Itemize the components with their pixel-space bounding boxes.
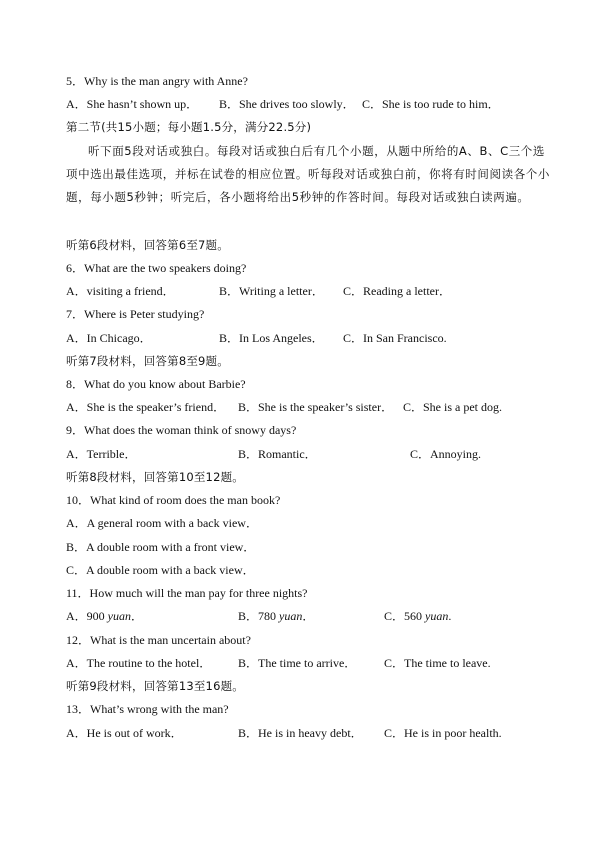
question-13-option-c: C．He is in poor health. (384, 726, 502, 740)
question-8-option-a: A．She is the speaker’s friend． (66, 400, 226, 414)
question-7-option-a: A．In Chicago． (66, 331, 152, 345)
question-13-option-a: A．He is out of work． (66, 726, 183, 740)
question-11-option-a: A．900 yuan． (66, 609, 144, 623)
question-5-option-a: A．She hasn’t shown up． (66, 97, 199, 111)
question-7-option-b: B．In Los Angeles． (219, 331, 324, 345)
question-6-option-b: B．Writing a letter． (219, 284, 324, 298)
question-8-option-c: C．She is a pet dog. (403, 400, 502, 414)
material-6-note: 听第6段材料，回答第6至7题。 (66, 238, 229, 252)
question-10-option-c: C．A double room with a back view． (66, 563, 255, 577)
question-12-option-b: B．The time to arrive． (238, 656, 357, 670)
material-8-note: 听第8段材料，回答第10至12题。 (66, 470, 244, 484)
question-6-option-a: A．visiting a friend． (66, 284, 175, 298)
question-12-stem: 12．What is the man uncertain about? (66, 633, 251, 647)
question-10-option-b: B．A double room with a front view． (66, 540, 256, 554)
question-9-option-c: C．Annoying. (410, 447, 482, 461)
question-8-stem: 8．What do you know about Barbie? (66, 377, 246, 391)
question-8-option-b: B．She is the speaker’s sister． (238, 400, 394, 414)
section-heading: 第二节(共15小题；每小题1.5分，满分22.5分) (66, 120, 312, 134)
question-12-option-a: A．The routine to the hotel． (66, 656, 212, 670)
question-6-option-c: C．Reading a letter． (343, 284, 451, 298)
material-9-note: 听第9段材料，回答第13至16题。 (66, 679, 244, 693)
section-instructions: 听下面5段对话或独白。每段对话或独白后有几个小题，从题中所给的A、B、C三个选项中选出最佳选项，并标在试卷的相应位置。听每段对话或独白前，你将有时间阅读各个小题，每小题5秒钟；听完后，各小题将给出5秒钟的作答时间。每段对话或独白读两遍。 (66, 144, 550, 204)
material-7-note: 听第7段材料，回答第8至9题。 (66, 354, 229, 368)
question-11-option-c: C．560 yuan. (384, 609, 452, 623)
question-5-option-c: C．She is too rude to him． (362, 97, 500, 111)
question-13-option-b: B．He is in heavy debt． (238, 726, 363, 740)
question-5-stem: 5．Why is the man angry with Anne? (66, 74, 248, 88)
question-9-option-b: B．Romantic． (238, 447, 317, 461)
question-13-stem: 13．What’s wrong with the man? (66, 702, 229, 716)
question-5-option-b: B．She drives too slowly． (219, 97, 355, 111)
question-9-stem: 9．What does the woman think of snowy days? (66, 423, 297, 437)
question-12-option-c: C．The time to leave. (384, 656, 491, 670)
question-6-stem: 6．What are the two speakers doing? (66, 261, 247, 275)
question-11-stem: 11．How much will the man pay for three nights? (66, 586, 308, 600)
question-7-stem: 7．Where is Peter studying? (66, 307, 205, 321)
question-7-option-c: C．In San Francisco. (343, 331, 447, 345)
question-9-option-a: A．Terrible． (66, 447, 137, 461)
question-10-stem: 10．What kind of room does the man book? (66, 493, 281, 507)
question-10-option-a: A．A general room with a back view． (66, 516, 258, 530)
question-11-option-b: B．780 yuan． (238, 609, 315, 623)
